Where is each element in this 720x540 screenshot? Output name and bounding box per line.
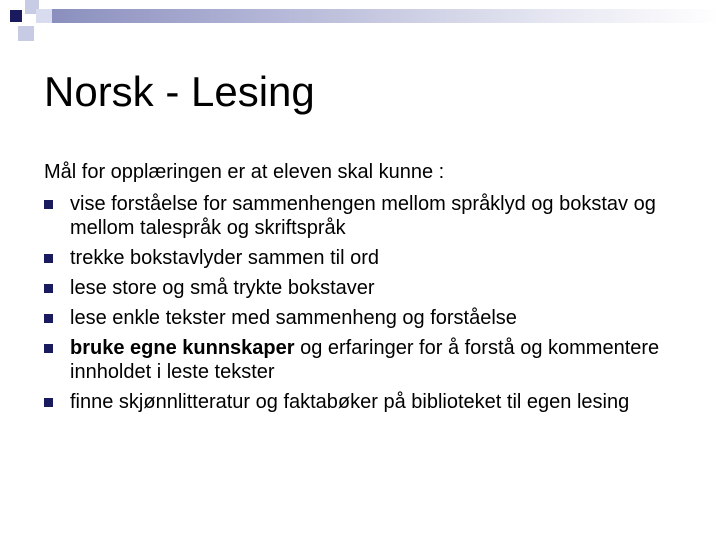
list-item-text: lese store og små trykte bokstaver bbox=[70, 277, 375, 299]
list-item bbox=[44, 390, 694, 414]
square-bullet-icon bbox=[44, 314, 53, 323]
list-item bbox=[44, 306, 694, 330]
decorative-square bbox=[18, 26, 34, 41]
list-item bbox=[44, 276, 694, 300]
header-gradient-band bbox=[52, 9, 720, 23]
square-bullet-icon bbox=[44, 344, 53, 353]
square-bullet-icon bbox=[44, 254, 53, 263]
square-bullet-icon bbox=[44, 398, 53, 407]
list-item-text: lese enkle tekster med sammenheng og forståelse bbox=[70, 307, 517, 329]
goal-list bbox=[44, 192, 694, 420]
list-item-bold-text: bruke egne kunnskaper bbox=[70, 337, 295, 359]
list-item bbox=[44, 336, 694, 384]
list-item bbox=[44, 192, 694, 240]
header-decoration bbox=[0, 0, 720, 50]
slide-intro: Mål for opplæringen er at eleven skal kunne : bbox=[44, 161, 445, 183]
square-bullet-icon bbox=[44, 284, 53, 293]
decorative-square bbox=[10, 10, 22, 22]
slide-title: Norsk - Lesing bbox=[44, 68, 315, 115]
list-item-text: og erfaringer for å forstå og kommentere innholdet i leste tekster bbox=[70, 337, 660, 383]
square-bullet-icon bbox=[44, 200, 53, 209]
list-item-text: vise forståelse for sammenhengen mellom språklyd og bokstav og mellom talespråk og skriftspråk bbox=[70, 193, 656, 239]
list-item-text: finne skjønnlitteratur og faktabøker på biblioteket til egen lesing bbox=[70, 391, 630, 413]
list-item bbox=[44, 246, 694, 270]
decorative-square bbox=[36, 9, 52, 23]
list-item-text: trekke bokstavlyder sammen til ord bbox=[70, 247, 380, 269]
